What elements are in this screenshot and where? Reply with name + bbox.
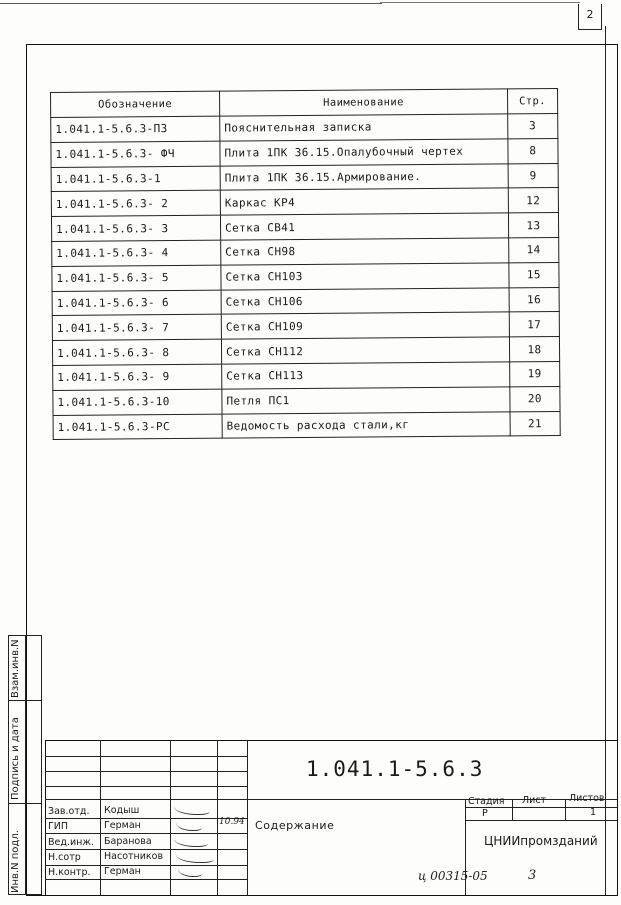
row-page: 18 bbox=[509, 337, 559, 362]
tb-vline bbox=[512, 799, 513, 820]
row-page: 13 bbox=[508, 213, 558, 238]
row-name: Сетка СН106 bbox=[221, 287, 509, 314]
row-name: Ведомость расхода стали,кг bbox=[222, 411, 510, 438]
sheets-label: Листов bbox=[569, 793, 605, 804]
row-name: Каркас КР4 bbox=[220, 188, 508, 215]
signer-name: Насотников bbox=[104, 851, 164, 862]
header-page: Стр. bbox=[507, 89, 557, 114]
tb-line bbox=[465, 820, 618, 821]
tb-vline bbox=[565, 799, 566, 820]
row-name: Сетка СВ41 bbox=[220, 213, 508, 240]
signer-role: Зав.отд. bbox=[48, 806, 90, 817]
row-page: 8 bbox=[508, 138, 558, 163]
signer-role: Вед.инж. bbox=[48, 837, 94, 848]
row-name: Сетка СН109 bbox=[221, 312, 509, 339]
row-code: 1.041.1-5.6.3-10 bbox=[53, 389, 222, 415]
row-code: 1.041.1-5.6.3- 2 bbox=[51, 191, 220, 217]
top-border-line-right bbox=[380, 2, 580, 3]
document-number: 1.041.1-5.6.3 bbox=[306, 757, 484, 781]
row-name: Плита 1ПК 36.15.Опалубочный чертех bbox=[220, 139, 508, 166]
contents-table bbox=[50, 88, 561, 440]
row-code: 1.041.1-5.6.3- 7 bbox=[52, 315, 221, 341]
strip-divider bbox=[8, 700, 42, 701]
sheets-value: 1 bbox=[590, 807, 597, 818]
podpis-data-label: Подпись и дата bbox=[10, 717, 21, 800]
row-page: 3 bbox=[507, 114, 557, 139]
row-page: 21 bbox=[510, 411, 560, 436]
tb-vline bbox=[217, 740, 218, 896]
row-name: Сетка СН113 bbox=[222, 362, 510, 389]
row-page: 20 bbox=[510, 386, 560, 411]
header-code: Обозначение bbox=[51, 91, 220, 117]
row-name: Сетка СН98 bbox=[221, 238, 509, 265]
tb-vline bbox=[100, 740, 101, 896]
row-page: 17 bbox=[509, 312, 559, 337]
signer-name: Баранова bbox=[104, 836, 152, 847]
inv-podl-label: Инв.N подл. bbox=[10, 830, 21, 893]
row-code: 1.041.1-5.6.3- ФЧ bbox=[51, 141, 220, 167]
signer-name: Герман bbox=[104, 820, 141, 831]
table-row bbox=[53, 411, 560, 440]
row-name: Сетка СН103 bbox=[221, 263, 509, 290]
row-code: 1.041.1-5.6.3-РС bbox=[53, 414, 222, 440]
row-name: Сетка СН112 bbox=[221, 337, 509, 364]
archive-number: ц 00315-05 bbox=[418, 869, 488, 883]
footer-sheet-number: 3 bbox=[528, 868, 537, 883]
tb-vline bbox=[170, 740, 171, 896]
row-name: Петля ПС1 bbox=[222, 387, 510, 414]
signer-name: Герман bbox=[104, 866, 141, 877]
signature-date: 10.94 bbox=[219, 817, 245, 827]
strip-divider bbox=[8, 803, 42, 804]
row-code: 1.041.1-5.6.3- 8 bbox=[52, 339, 221, 365]
sheet-title: Содержание bbox=[255, 819, 335, 832]
tb-vline bbox=[247, 740, 248, 896]
row-code: 1.041.1-5.6.3- 5 bbox=[52, 265, 221, 291]
sheet-label: Лист bbox=[522, 795, 547, 806]
row-code: 1.041.1-5.6.3- 9 bbox=[53, 364, 222, 390]
header-name: Наименование bbox=[219, 89, 507, 116]
row-code: 1.041.1-5.6.3-ПЗ bbox=[51, 116, 220, 142]
signer-role: Н.сотр bbox=[48, 852, 81, 863]
row-code: 1.041.1-5.6.3-1 bbox=[51, 166, 220, 192]
signer-name: Кодыш bbox=[104, 805, 140, 816]
row-page: 12 bbox=[508, 188, 558, 213]
page-number: 2 bbox=[586, 8, 594, 21]
row-page: 9 bbox=[508, 163, 558, 188]
top-border-line bbox=[0, 3, 382, 4]
signer-role: ГИП bbox=[48, 821, 69, 832]
row-page: 15 bbox=[509, 262, 559, 287]
stage-value: Р bbox=[482, 808, 488, 819]
row-name: Пояснительная записка bbox=[220, 114, 508, 141]
row-code: 1.041.1-5.6.3- 4 bbox=[52, 240, 221, 266]
row-code: 1.041.1-5.6.3- 3 bbox=[51, 215, 220, 241]
vzam-inv-label: Взам.инв.N bbox=[10, 639, 21, 698]
signer-role: Н.контр. bbox=[48, 867, 91, 878]
organization-name: ЦНИИпромзданий bbox=[484, 834, 598, 848]
row-page: 14 bbox=[508, 237, 558, 262]
row-code: 1.041.1-5.6.3- 6 bbox=[52, 290, 221, 316]
row-page: 19 bbox=[509, 361, 559, 386]
strip-column-divider bbox=[25, 635, 26, 895]
row-name: Плита 1ПК 36.15.Армирование. bbox=[220, 163, 508, 190]
stage-label: Стадия bbox=[468, 796, 505, 807]
row-page: 16 bbox=[509, 287, 559, 312]
